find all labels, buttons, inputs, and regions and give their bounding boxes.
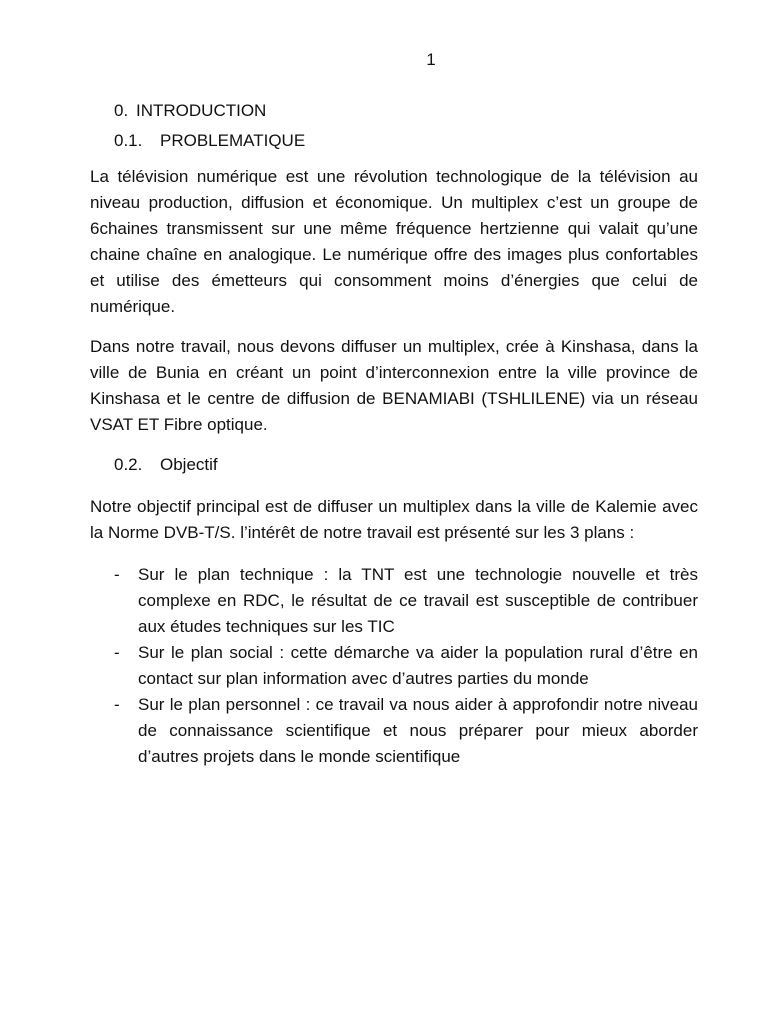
heading-label: INTRODUCTION xyxy=(136,101,267,120)
heading-objectif xyxy=(114,452,698,478)
list-item-plan-social xyxy=(90,640,698,692)
page-number: 1 xyxy=(426,50,436,69)
heading-label: PROBLEMATIQUE xyxy=(160,131,306,150)
heading-number: 0.1. xyxy=(114,131,143,150)
heading-number: 0. xyxy=(114,101,129,120)
list-item-plan-technique xyxy=(90,562,698,640)
bullet-dash: - xyxy=(114,565,120,584)
bullet-dash: - xyxy=(114,695,120,714)
list-item-text: Sur le plan social : cette démarche va aider la population rural d’être en contact sur plan information avec d’autres parties du monde xyxy=(138,643,698,688)
plans-list xyxy=(90,562,698,770)
paragraph-travail: Dans notre travail, nous devons diffuser un multiplex, crée à Kinshasa, dans la ville de Bunia en créant un point d’interconnexion entre la ville province de Kinshasa et le centre de diffusion de BENAMIABI (TSHLILENE) via un réseau VSAT ET Fibre optique. xyxy=(90,337,698,434)
list-item-plan-personnel xyxy=(90,692,698,770)
heading-label: Objectif xyxy=(160,455,218,474)
paragraph-objectif: Notre objectif principal est de diffuser un multiplex dans la ville de Kalemie avec la Norme DVB-T/S. l’intérêt de notre travail est présenté sur les 3 plans : xyxy=(90,497,698,542)
list-item-text: Sur le plan personnel : ce travail va nous aider à approfondir notre niveau de connaissance scientifique et nous préparer pour mieux aborder d’autres projets dans le monde scientifique xyxy=(138,695,698,766)
heading-number: 0.2. xyxy=(114,455,143,474)
document-body xyxy=(90,98,698,770)
bullet-dash: - xyxy=(114,643,120,662)
heading-problematique xyxy=(114,128,698,154)
paragraph-television-numerique: La télévision numérique est une révolution technologique de la télévision au niveau production, diffusion et économique. Un multiplex c’est un groupe de 6chaines transmissent sur une même fréquence hertzienne qui valait qu’une chaine chaîne en analogique. Le numérique offre des images plus confortables et utilise des émetteurs qui consomment moins d’énergies que celui de numérique. xyxy=(90,167,698,316)
heading-introduction xyxy=(114,98,698,124)
list-item-text: Sur le plan technique : la TNT est une technologie nouvelle et très complexe en RDC, le résultat de ce travail est susceptible de contribuer aux études techniques sur les TIC xyxy=(138,565,698,636)
